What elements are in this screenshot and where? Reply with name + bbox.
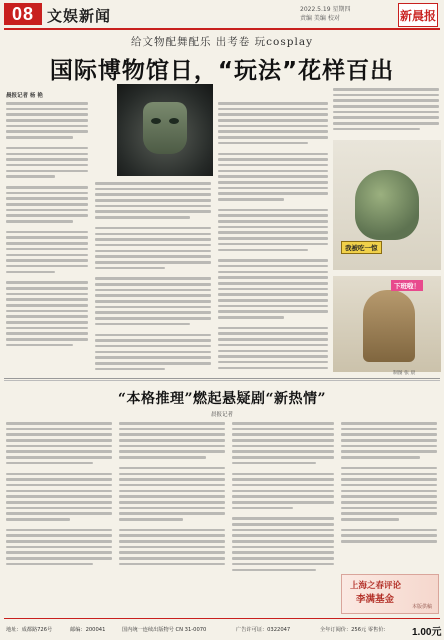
second-article-column-1 <box>6 422 112 569</box>
footer-subscription: 全年订阅价：256元 零售价： <box>320 627 389 633</box>
bronze-mask-figure <box>143 102 187 154</box>
footer <box>4 621 440 637</box>
second-byline: 晨报记者 <box>210 412 233 418</box>
bronze-mask-photo <box>117 84 213 176</box>
second-headline: “本格推理”燃起悬疑剧“新热情” <box>117 391 327 407</box>
ceramic-pot-figure <box>355 170 419 240</box>
footer-address: 地址：成都路726号 <box>6 627 53 633</box>
main-headline: 国际博物馆日，“玩法”花样百出 <box>49 58 395 84</box>
footer-ad-license: 广告许可证：0322047 <box>236 627 291 633</box>
sidebar-line-1: 上海之春评论 <box>350 581 402 591</box>
footer-price: 1.00元 <box>412 627 442 638</box>
masthead-rule <box>4 28 440 30</box>
figurine-figure <box>363 290 415 362</box>
section-title: 文娱新闻 <box>47 7 112 25</box>
footer-issn: 国内统一连续出版物号 CN 31-0070 <box>122 627 207 633</box>
photo-credit: 制图 张 晨 <box>393 371 416 376</box>
article-column-2 <box>95 182 211 373</box>
issue-date: 2022.5.19 星期四 <box>300 6 351 13</box>
newspaper-logo: 新晨报 <box>398 3 438 27</box>
article-column-4 <box>333 88 439 134</box>
page-number: 08 <box>4 3 42 25</box>
second-article-column-4 <box>341 422 437 546</box>
footer-postcode: 邮编：200041 <box>70 627 106 633</box>
story-divider-thin <box>4 380 440 381</box>
second-article-column-2 <box>119 422 225 569</box>
masthead <box>0 0 444 30</box>
sidebar-line-2: 李满基金 <box>356 594 395 605</box>
sidebar-line-3: 本版供稿 <box>411 604 432 610</box>
footer-rule <box>4 618 440 619</box>
article-column-3 <box>218 102 328 372</box>
main-subhead: 给文物配舞配乐 出考卷 玩cosplay <box>130 36 314 48</box>
main-byline: 晨报记者 杨 艳 <box>6 93 43 99</box>
photo-caption-badge-1: 我被吃一惊 <box>341 241 382 254</box>
figurine-photo <box>333 276 441 372</box>
story-divider <box>4 378 440 379</box>
article-column-1 <box>6 102 88 350</box>
photo-caption-badge-2: 下班啦！ <box>391 280 423 291</box>
sidebar-promo-box <box>341 574 439 614</box>
second-article-column-3 <box>232 422 334 574</box>
issue-editors: 责编 美编 校对 <box>300 15 340 22</box>
